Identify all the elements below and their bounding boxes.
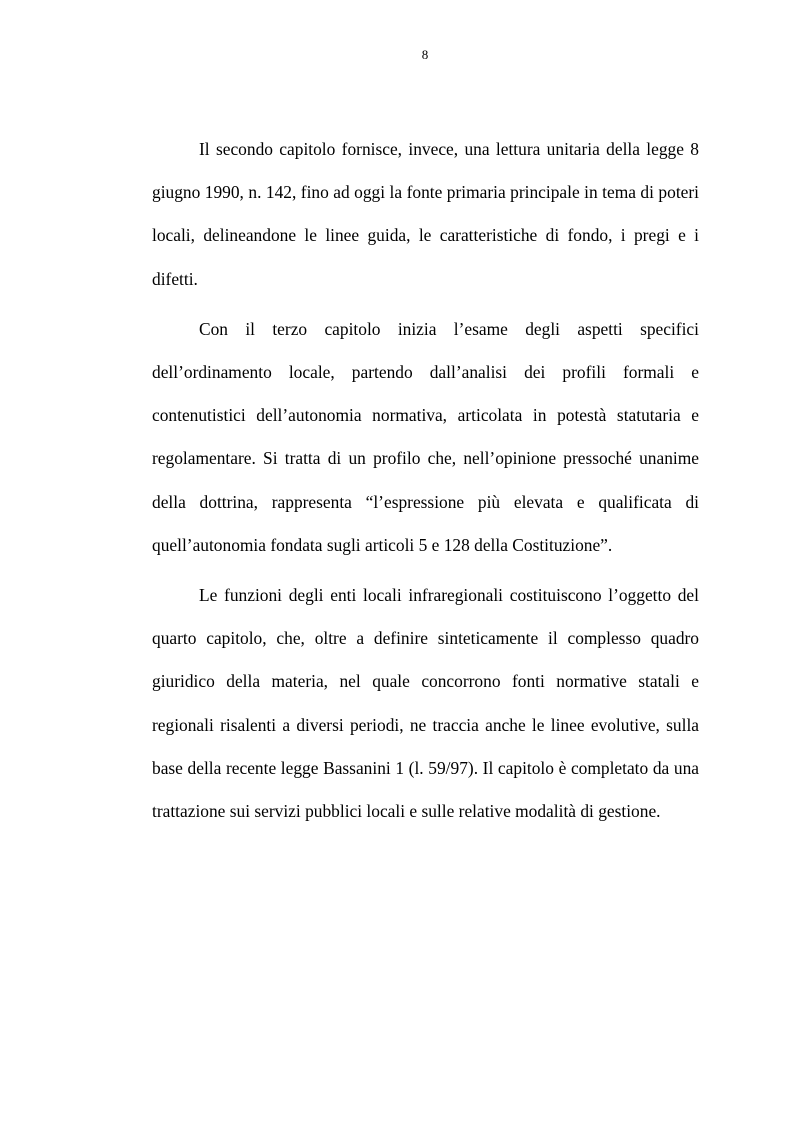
page-number: 8 [421,47,429,62]
paragraph-secondo-capitolo: Il secondo capitolo fornisce, invece, una lettura unitaria della legge 8 giugno 1990, n. 142, fino ad oggi la fonte primaria principale in tema di poteri locali, delineandone le linee guida, le caratteristiche di fondo, i pregi e i difetti. [152,139,699,289]
paragraph-terzo-capitolo: Con il terzo capitolo inizia l’esame degli aspetti specifici dell’ordinamento locale, partendo dall’analisi dei profili formali e contenutistici dell’autonomia normativa, articolata in potestà statutaria e regolamentare. Si tratta di un profilo che, nell’opinione pressoché unanime della dottrina, rappresenta “l’espressione più elevata e qualificata di quell’autonomia fondata sugli articoli 5 e 128 della Costituzione”. [152,318,699,555]
paragraph-quarto-capitolo: Le funzioni degli enti locali infraregionali costituiscono l’oggetto del quarto capitolo, che, oltre a definire sinteticamente il complesso quadro giuridico della materia, nel quale concorrono fonti normative statali e regionali risalenti a diversi periodi, ne traccia anche le linee evolutive, sulla base della recente legge Bassanini 1 (l. 59/97). Il capitolo è completato da una trattazione sui servizi pubblici locali e sulle relative modalità di gestione. [152,585,699,822]
body-text [152,128,699,840]
